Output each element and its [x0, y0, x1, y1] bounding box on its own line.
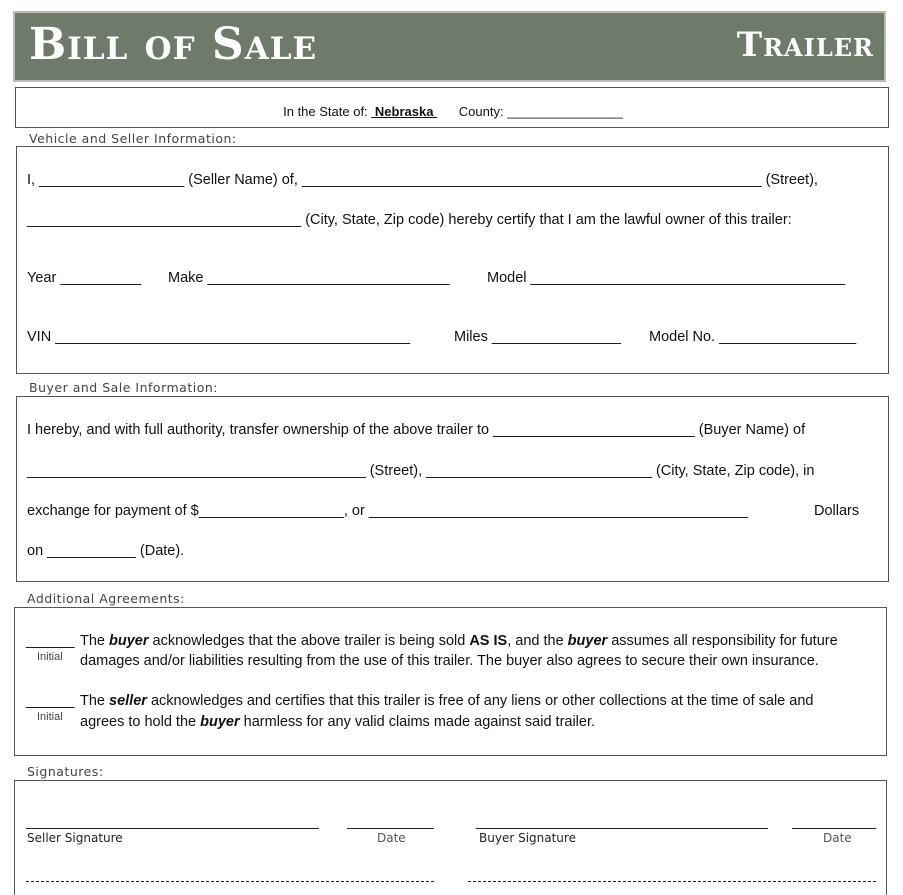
- model-field[interactable]: Model _______________________________________: [487, 270, 846, 286]
- seller-print-line[interactable]: [26, 881, 434, 882]
- agreement-liens-line2: agrees to hold the buyer harmless for any valid claims made against said trailer.: [80, 714, 596, 730]
- signatures-section-label: Signatures:: [27, 764, 104, 779]
- agreements-section-label: Additional Agreements:: [27, 591, 185, 606]
- vin-field[interactable]: VIN ____________________________________________: [27, 329, 411, 345]
- vehicle-section-box: [16, 146, 889, 374]
- year-field[interactable]: Year __________: [27, 270, 141, 286]
- state-county-line: [16, 104, 890, 119]
- sale-date-line[interactable]: on ___________ (Date).: [27, 543, 185, 559]
- state-value[interactable]: Nebraska: [374, 104, 434, 119]
- make-field[interactable]: Make ______________________________: [168, 270, 450, 286]
- buyer-signature-line[interactable]: [476, 828, 768, 829]
- payment-line[interactable]: exchange for payment of $__________________, or _______________________________________________: [27, 503, 748, 519]
- county-field[interactable]: ________________: [507, 104, 623, 119]
- buyer-print-line[interactable]: [468, 881, 876, 882]
- agreement-as-is-line1: The buyer acknowledges that the above trailer is being sold AS IS, and the buyer assumes all responsibility for future: [80, 633, 838, 649]
- initial-field-1[interactable]: ______: [26, 633, 75, 649]
- buyer-name-line[interactable]: I hereby, and with full authority, transfer ownership of the above trailer to _________________________ (Buyer Name) of: [27, 422, 806, 438]
- seller-signature-line[interactable]: [26, 828, 319, 829]
- signatures-section-box: [14, 780, 887, 895]
- agreements-section-box: [14, 607, 887, 756]
- agreement-as-is-line2: damages and/or liabilities resulting from the use of this trailer. The buyer also agrees to secure their own insurance.: [80, 653, 819, 669]
- miles-field[interactable]: Miles ________________: [454, 329, 621, 345]
- seller-date-line[interactable]: [347, 828, 434, 829]
- vehicle-section-label: Vehicle and Seller Information:: [29, 131, 237, 146]
- buyer-address-line[interactable]: __________________________________________ (Street), ____________________________ (City, State, Zip code), in: [27, 463, 815, 479]
- model-no-field[interactable]: Model No. _________________: [649, 329, 857, 345]
- seller-name-street-line[interactable]: I, __________________ (Seller Name) of, _________________________________________________________ (Street),: [27, 172, 818, 188]
- county-label: County:: [458, 104, 504, 119]
- initial-label-2: Initial: [37, 711, 63, 723]
- buyer-date-line[interactable]: [792, 828, 876, 829]
- state-county-box: [15, 87, 889, 128]
- header-banner: [13, 11, 886, 82]
- buyer-section-label: Buyer and Sale Information:: [29, 380, 218, 395]
- initial-field-2[interactable]: ______: [26, 693, 75, 709]
- buyer-section-box: [16, 396, 889, 582]
- seller-city-line[interactable]: __________________________________ (City, State, Zip code) hereby certify that I am the lawful owner of this trailer:: [27, 212, 792, 228]
- document-subtitle: Trailer: [736, 25, 874, 65]
- document-title: Bill of Sale: [29, 19, 318, 70]
- seller-signature-label: Seller Signature: [27, 831, 123, 845]
- seller-date-label: Date: [377, 831, 406, 845]
- buyer-date-label: Date: [823, 831, 852, 845]
- buyer-signature-label: Buyer Signature: [479, 831, 576, 845]
- initial-label-1: Initial: [37, 651, 63, 663]
- state-label: In the State of:: [283, 104, 368, 119]
- agreement-liens-line1: The seller acknowledges and certifies that this trailer is free of any liens or other collections at the time of sale and: [80, 693, 814, 709]
- dollars-label: Dollars: [814, 503, 860, 519]
